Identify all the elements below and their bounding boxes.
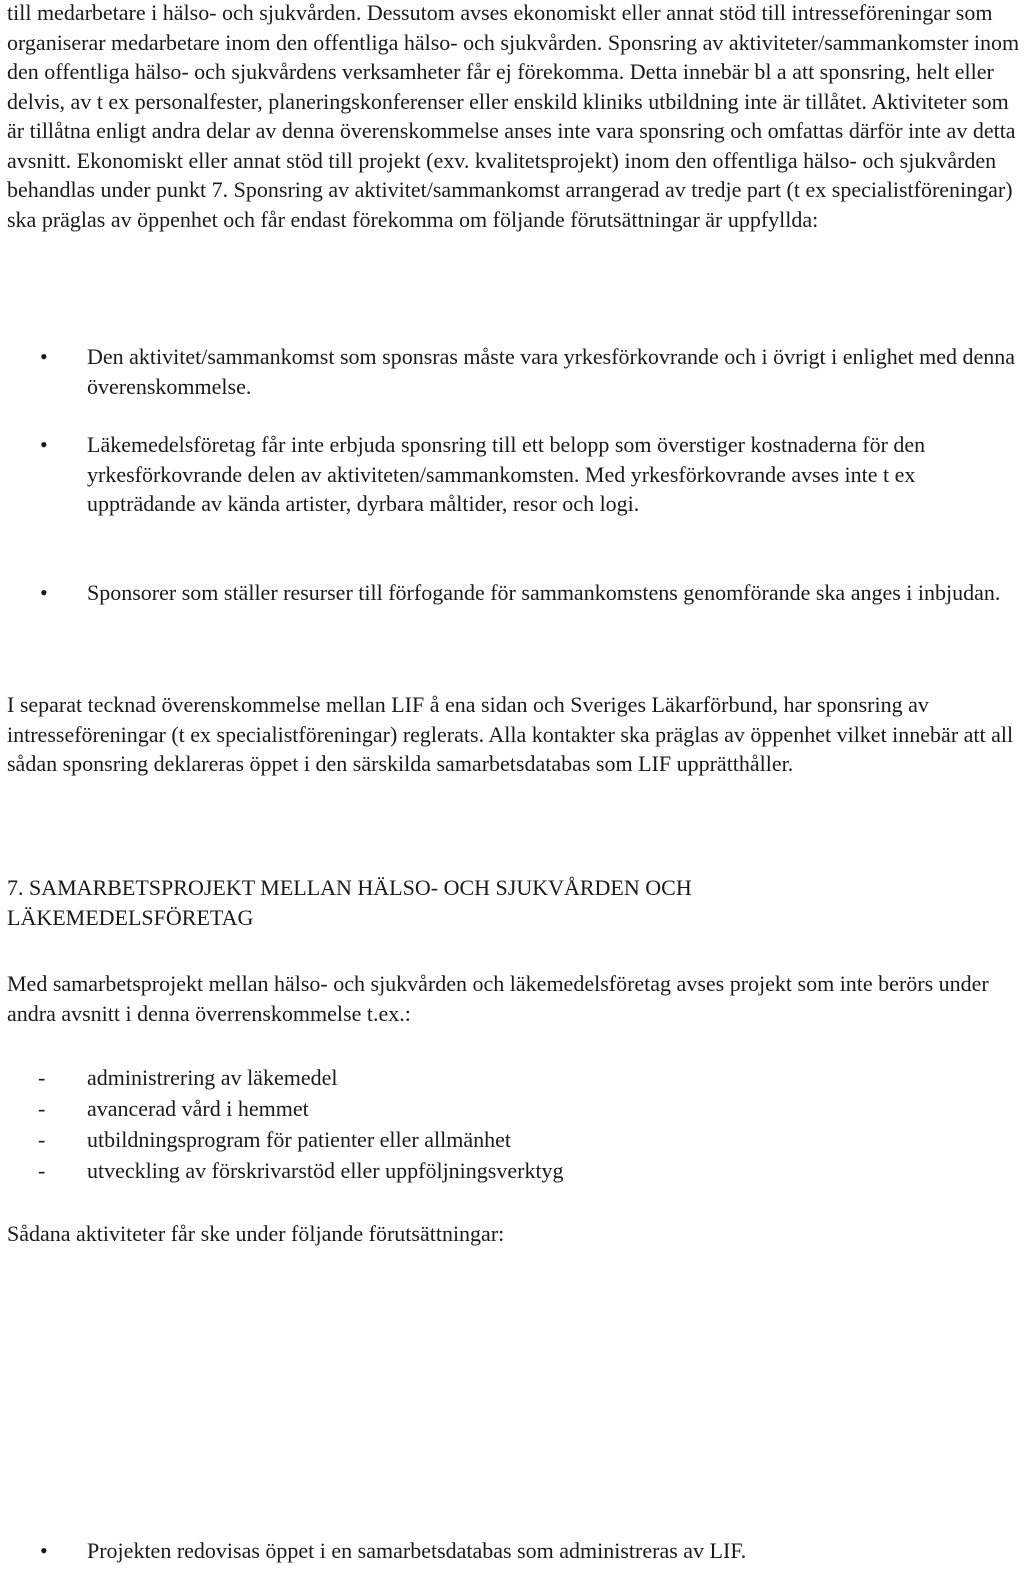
conditions-list — [0, 342, 1024, 608]
example-text: administrering av läkemedel — [87, 1065, 338, 1090]
condition-text: Läkemedelsföretag får inte erbjuda sponsring till ett belopp som överstiger kostnaderna för den yrkesförkovrande delen av aktiviteten/sammankomsten. Med yrkesförkovrande avses inte t ex uppträdande av kända artister, dyrbara måltider, resor och logi. — [87, 432, 926, 516]
intro-paragraph: till medarbetare i hälso- och sjukvården. Dessutom avses ekonomiskt eller annat stöd till intresseföreningar som organiserar medarbetare inom den offentliga hälso- och sjukvården. Sponsring av aktiviteter/sammankomster inom den offentliga hälso- och sjukvårdens verksamheter får ej förekomma. Detta innebär bl a att sponsring, helt eller delvis, av t ex personalfester, planeringskonferenser eller enskild kliniks utbildning inte är tillåtet. Aktiviteter som är tillåtna enligt andra delar av denna överenskommelse anses inte vara sponsring och omfattas därför inte av detta avsnitt. Ekonomiskt eller annat stöd till projekt (exv. kvalitetsprojekt) inom den offentliga hälso- och sjukvården behandlas under punkt 7. Sponsring av aktivitet/sammankomst arrangerad av tredje part (t ex specialistföreningar) ska präglas av öppenhet och får endast förekomma om följande förutsättningar är uppfyllda: — [7, 0, 1020, 232]
example-text: utveckling av förskrivarstöd eller uppföljningsverktyg — [87, 1158, 564, 1183]
list-item — [0, 430, 1024, 578]
agreement-paragraph: I separat tecknad överenskommelse mellan LIF å ena sidan och Sveriges Läkarförbund, har sponsring av intresseföreningar (t ex specialistföreningar) reglerats. Alla kontakter ska präglas av öppenhet vilket innebär att all sådan sponsring deklareras öppet i den särskilda samarbetsdatabas som LIF upprätthåller. — [7, 692, 1014, 776]
dash-icon: - — [38, 1065, 46, 1090]
dash-icon: - — [38, 1127, 46, 1152]
dash-icon: - — [38, 1158, 46, 1183]
list-item — [0, 1063, 1024, 1094]
list-item — [0, 1536, 1024, 1566]
prerequisites-list — [0, 1536, 1024, 1566]
bullet-icon: • — [40, 432, 48, 457]
list-item — [0, 1094, 1024, 1125]
list-item — [0, 578, 1024, 608]
final-bullet-text: Projekten redovisas öppet i en samarbetsdatabas som administreras av LIF. — [87, 1538, 747, 1563]
example-text: avancerad vård i hemmet — [87, 1096, 309, 1121]
condition-text: Sponsorer som ställer resurser till förfogande för sammankomstens genomförande ska anges i inbjudan. — [87, 580, 1001, 605]
prerequisites-intro: Sådana aktiviteter får ske under följande förutsättningar: — [7, 1221, 505, 1246]
list-item — [0, 1125, 1024, 1156]
list-item — [0, 342, 1024, 430]
section-heading: 7. SAMARBETSPROJEKT MELLAN HÄLSO- OCH SJUKVÅRDEN OCH LÄKEMEDELSFÖRETAG — [7, 875, 692, 930]
example-text: utbildningsprogram för patienter eller allmänhet — [87, 1127, 511, 1152]
bullet-icon: • — [40, 344, 48, 369]
dash-icon: - — [38, 1096, 46, 1121]
section-intro: Med samarbetsprojekt mellan hälso- och sjukvården och läkemedelsföretag avses projekt som inte berörs under andra avsnitt i denna överrenskommelse t.ex.: — [7, 971, 989, 1026]
examples-list — [0, 1063, 1024, 1187]
condition-text: Den aktivitet/sammankomst som sponsras måste vara yrkesförkovrande och i övrigt i enlighet med denna överenskommelse. — [87, 344, 1016, 399]
bullet-icon: • — [40, 1538, 48, 1563]
list-item — [0, 1156, 1024, 1187]
bullet-icon: • — [40, 580, 48, 605]
